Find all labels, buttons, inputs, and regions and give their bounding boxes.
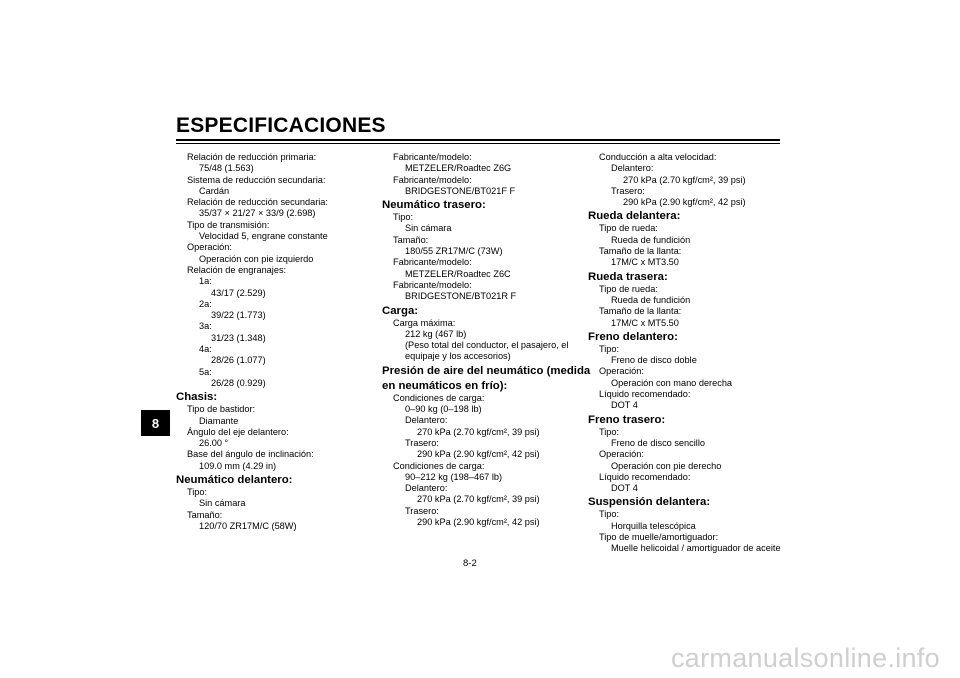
spec-value: Sin cámara <box>199 498 246 509</box>
spec-label: Tamaño: <box>187 509 223 520</box>
spec-value: Cardán <box>199 185 230 196</box>
spec-label: Carga máxima: <box>393 317 456 328</box>
section-heading: Chasis: <box>176 391 218 404</box>
spec-value: Rueda de fundición <box>611 294 691 305</box>
section-heading: en neumáticos en frío): <box>382 379 508 392</box>
spec-value: Freno de disco doble <box>611 355 697 366</box>
spec-label: Tipo de rueda: <box>599 283 658 294</box>
section-heading: Freno delantero: <box>588 330 678 343</box>
spec-value: 2a: <box>199 298 212 309</box>
section-heading: Presión de aire del neumático (medida <box>382 364 591 377</box>
spec-value: 270 kPa (2.70 kgf/cm², 39 psi) <box>623 174 746 185</box>
spec-label: Tamaño: <box>393 234 429 245</box>
spec-value: 26.00 ° <box>199 438 229 449</box>
section-heading: Neumático delantero: <box>176 474 293 487</box>
spec-value: 0–90 kg (0–198 lb) <box>405 404 482 415</box>
spec-label: Tamaño de la llanta: <box>599 306 682 317</box>
spec-label: Líquido recomendado: <box>599 389 691 400</box>
spec-label: Fabricante/modelo: <box>393 279 472 290</box>
spec-label: Tipo: <box>599 509 620 520</box>
spec-value: Operación con mano derecha <box>611 377 733 388</box>
spec-value: 1a: <box>199 276 212 287</box>
spec-value: 17M/C x MT5.50 <box>611 317 679 328</box>
spec-value: 212 kg (467 lb) <box>405 328 467 339</box>
spec-value: 90–212 kg (198–467 lb) <box>405 471 503 482</box>
section-heading: Freno trasero: <box>588 413 666 426</box>
spec-value: 3a: <box>199 321 212 332</box>
spec-value: (Peso total del conductor, el pasajero, el <box>405 340 569 351</box>
spec-label: Fabricante/modelo: <box>393 257 472 268</box>
spec-value: Diamante <box>199 415 239 426</box>
spec-label: Ángulo del eje delantero: <box>187 426 289 437</box>
page-number: 8-2 <box>463 558 477 569</box>
spec-value: Muelle helicoidal / amortiguador de aceite <box>611 543 781 554</box>
spec-value: 4a: <box>199 344 212 355</box>
spec-label: Operación: <box>599 366 644 377</box>
section-heading: Rueda trasera: <box>588 270 668 283</box>
spec-value: 75/48 (1.563) <box>199 163 254 174</box>
spec-value: 290 kPa (2.90 kgf/cm², 42 psi) <box>623 197 746 208</box>
section-heading: Rueda delantera: <box>588 210 681 223</box>
spec-value: 180/55 ZR17M/C (73W) <box>405 246 503 257</box>
spec-value: Horquilla telescópica <box>611 520 696 531</box>
spec-column-3 <box>588 152 788 555</box>
spec-value: 109.0 mm (4.29 in) <box>199 460 277 471</box>
spec-value: Trasero: <box>611 185 645 196</box>
spec-value: Operación con pie izquierdo <box>199 253 314 264</box>
spec-label: Tipo: <box>599 343 620 354</box>
spec-value: Velocidad 5, engrane constante <box>199 231 328 242</box>
spec-value: Freno de disco sencillo <box>611 437 705 448</box>
spec-value: 31/23 (1.348) <box>211 332 266 343</box>
spec-column-2 <box>382 152 591 528</box>
spec-value: 43/17 (2.529) <box>211 287 266 298</box>
spec-value: DOT 4 <box>611 400 638 411</box>
spec-value: BRIDGESTONE/BT021F F <box>405 185 516 196</box>
spec-value: 290 kPa (2.90 kgf/cm², 42 psi) <box>417 449 540 460</box>
spec-value: Operación con pie derecho <box>611 460 722 471</box>
spec-value: Trasero: <box>405 437 439 448</box>
spec-value: 28/26 (1.077) <box>211 355 266 366</box>
spec-label: Tipo de transmisión: <box>187 219 270 230</box>
spec-label: Base del ángulo de inclinación: <box>187 449 314 460</box>
chapter-tab: 8 <box>141 410 170 436</box>
spec-label: Relación de reducción secundaria: <box>187 197 328 208</box>
spec-value: DOT 4 <box>611 483 638 494</box>
spec-label: Condiciones de carga: <box>393 460 485 471</box>
spec-value: 5a: <box>199 366 212 377</box>
spec-value: 39/22 (1.773) <box>211 310 266 321</box>
watermark: carmanualsonline.info <box>671 643 940 673</box>
spec-label: Tipo: <box>187 487 208 498</box>
spec-value: 26/28 (0.929) <box>211 377 266 388</box>
spec-value: 290 kPa (2.90 kgf/cm², 42 psi) <box>417 517 540 528</box>
spec-label: Conducción a alta velocidad: <box>599 152 717 162</box>
spec-value: Trasero: <box>405 505 439 516</box>
spec-value: METZELER/Roadtec Z6C <box>405 268 511 279</box>
spec-value: Delantero: <box>405 483 448 494</box>
spec-label: Sistema de reducción secundaria: <box>187 174 326 185</box>
spec-label: Condiciones de carga: <box>393 392 485 403</box>
spec-value: Delantero: <box>405 415 448 426</box>
title-rule-thin <box>176 143 780 144</box>
spec-label: Operación: <box>599 449 644 460</box>
spec-label: Líquido recomendado: <box>599 471 691 482</box>
spec-value: METZELER/Roadtec Z6G <box>405 163 512 174</box>
spec-label: Tipo de muelle/amortiguador: <box>599 532 719 543</box>
spec-value: 270 kPa (2.70 kgf/cm², 39 psi) <box>417 494 540 505</box>
spec-label: Relación de engranajes: <box>187 264 287 275</box>
section-heading: Neumático trasero: <box>382 199 486 212</box>
spec-value: 120/70 ZR17M/C (58W) <box>199 520 297 531</box>
spec-label: Tamaño de la llanta: <box>599 246 682 257</box>
spec-label: Tipo de rueda: <box>599 223 658 234</box>
spec-column-1 <box>176 152 376 532</box>
title-rule <box>176 139 780 141</box>
spec-label: Tipo de bastidor: <box>187 404 256 415</box>
section-heading: Carga: <box>382 304 419 317</box>
spec-value: Sin cámara <box>405 223 452 234</box>
section-heading: Suspensión delantera: <box>588 496 711 509</box>
spec-value: 17M/C x MT3.50 <box>611 257 679 268</box>
spec-value: Delantero: <box>611 163 654 174</box>
spec-label: Fabricante/modelo: <box>393 174 472 185</box>
page-title: ESPECIFICACIONES <box>176 114 386 137</box>
spec-value: Rueda de fundición <box>611 234 691 245</box>
spec-label: Fabricante/modelo: <box>393 152 472 162</box>
spec-value: 35/37 × 21/27 × 33/9 (2.698) <box>199 208 316 219</box>
spec-value: equipaje y los accesorios) <box>405 351 511 362</box>
spec-value: BRIDGESTONE/BT021R F <box>405 291 517 302</box>
spec-label: Tipo: <box>393 212 414 223</box>
spec-label: Operación: <box>187 242 232 253</box>
spec-value: 270 kPa (2.70 kgf/cm², 39 psi) <box>417 426 540 437</box>
spec-label: Tipo: <box>599 426 620 437</box>
spec-label: Relación de reducción primaria: <box>187 152 317 162</box>
